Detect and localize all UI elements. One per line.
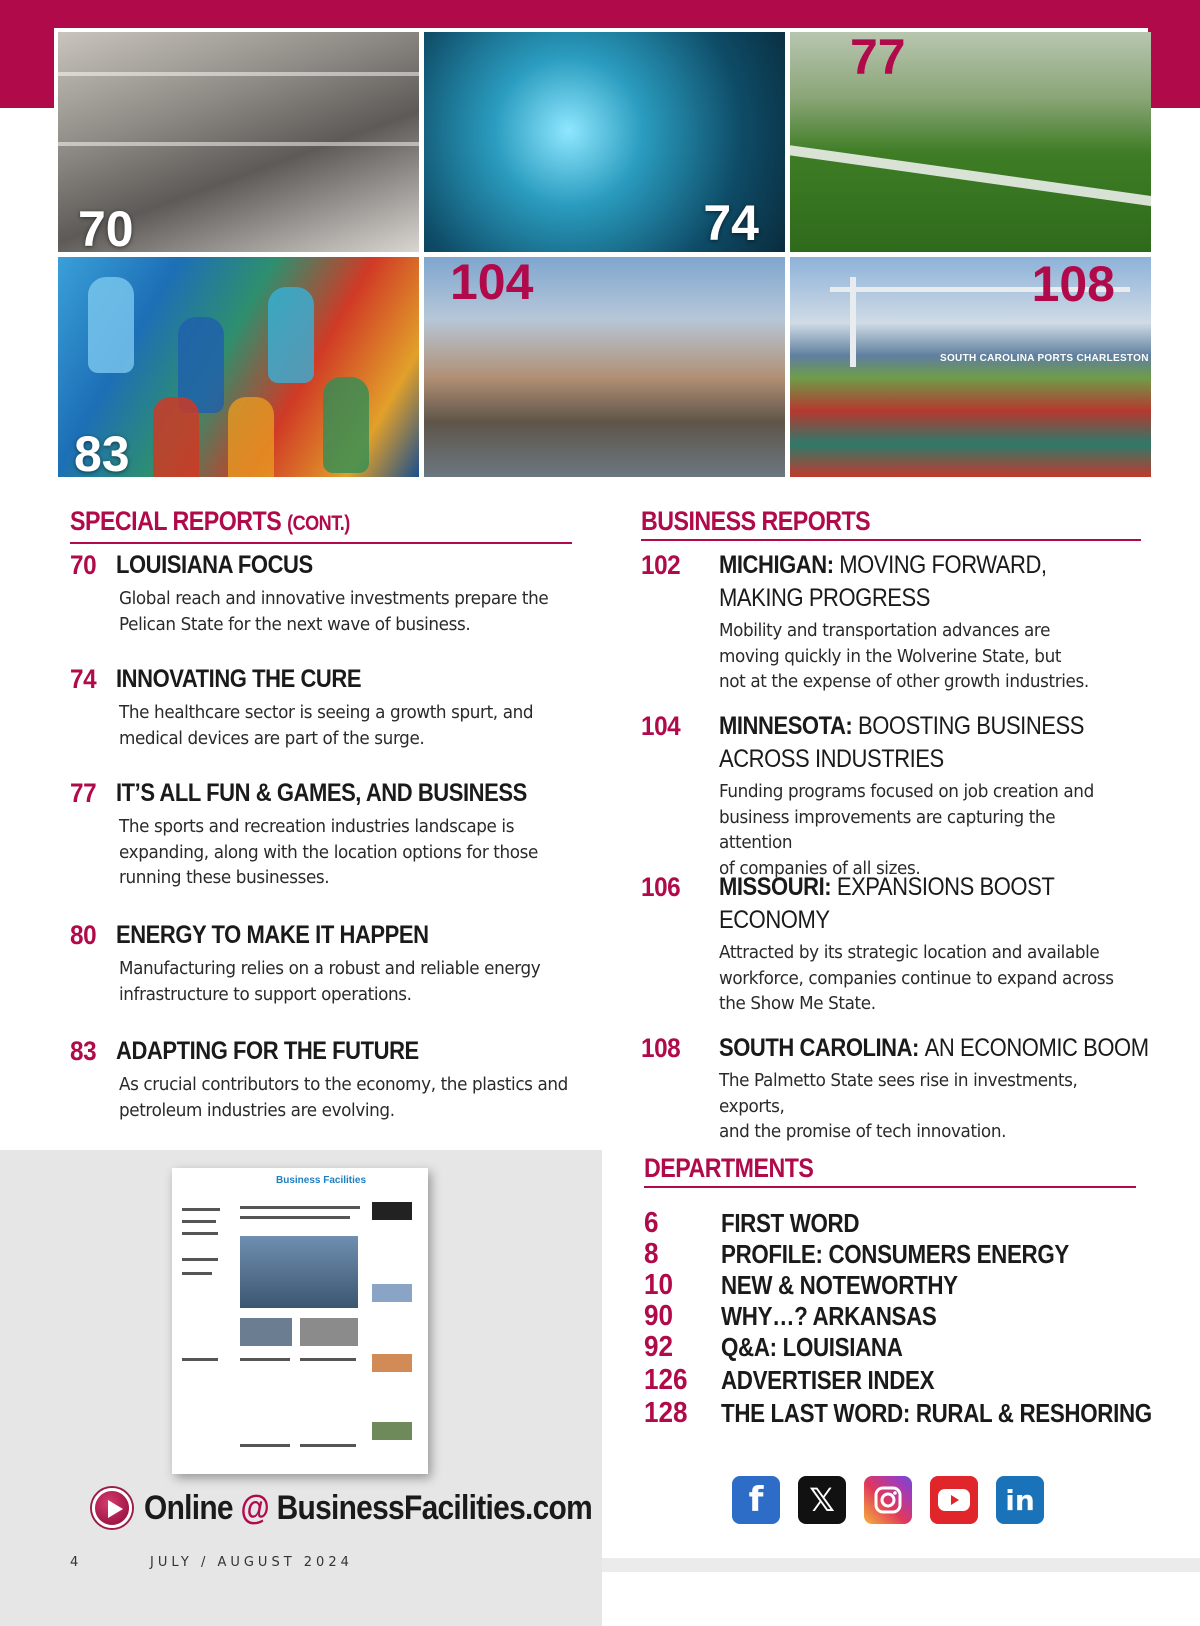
- linkedin-icon[interactable]: in: [996, 1476, 1044, 1524]
- department-page: 128: [644, 1397, 688, 1429]
- mockup-photo: [240, 1318, 292, 1346]
- online-site-url: BusinessFacilities.com: [276, 1488, 593, 1527]
- mockup-photo: [372, 1422, 412, 1440]
- mockup-text-line: [182, 1272, 212, 1275]
- page-number-text: 108: [641, 1033, 681, 1063]
- section-rule: [644, 1186, 1136, 1188]
- report-subtitle-line2: ACROSS INDUSTRIES: [719, 745, 944, 773]
- report-subtitle: BOOSTING BUSINESS: [857, 712, 1085, 740]
- social-links: [732, 1476, 1044, 1524]
- description-line: moving quickly in the Wolverine State, but: [719, 646, 1062, 667]
- bottle-decor: [153, 397, 199, 477]
- page-number: 74: [70, 664, 97, 694]
- page-number-text: 104: [641, 711, 681, 741]
- description-line: and the promise of tech innovation.: [719, 1122, 1007, 1142]
- page-number: 80: [70, 920, 97, 950]
- description-line: Manufacturing relies on a robust and reliable energy: [119, 959, 541, 979]
- mockup-text-line: [182, 1232, 218, 1235]
- photo-city-skyline[interactable]: [424, 257, 785, 477]
- report-title: [719, 710, 1084, 776]
- facebook-icon[interactable]: f: [732, 1476, 780, 1524]
- report-description: [119, 815, 589, 892]
- report-description: [119, 957, 589, 1008]
- department-label: THE LAST WORD: RURAL & RESHORING: [721, 1398, 1152, 1428]
- photo-port-containers[interactable]: [790, 257, 1151, 477]
- report-state: MISSOURI:: [719, 873, 832, 901]
- department-page: 10: [644, 1269, 674, 1301]
- department-item[interactable]: [644, 1208, 1124, 1239]
- department-item[interactable]: [644, 1365, 1124, 1396]
- special-report-item[interactable]: [70, 549, 549, 635]
- shelf-decor: [58, 142, 419, 146]
- department-label: Q&A: LOUISIANA: [721, 1332, 903, 1362]
- bottle-decor: [268, 287, 314, 383]
- footer-strip: [602, 1558, 1200, 1572]
- website-mockup-image[interactable]: [172, 1168, 428, 1474]
- description-line: As crucial contributors to the economy, the plastics and: [119, 1075, 568, 1095]
- description-line: running these businesses.: [119, 868, 330, 888]
- bottle-decor: [88, 277, 134, 373]
- report-description: [719, 941, 1149, 1018]
- description-line: Pelican State for the next wave of business.: [119, 614, 471, 635]
- special-reports-section: [70, 505, 572, 1121]
- special-report-item[interactable]: [70, 1035, 568, 1121]
- cover-photo-grid: [54, 28, 1148, 478]
- report-state: MICHIGAN:: [719, 551, 834, 579]
- report-subtitle: AN ECONOMIC BOOM: [924, 1034, 1149, 1062]
- department-page: 126: [644, 1364, 688, 1396]
- department-item[interactable]: [644, 1270, 1124, 1301]
- special-report-item[interactable]: [70, 777, 583, 888]
- report-description: [119, 701, 589, 752]
- photo-page-number: 108: [1031, 257, 1115, 312]
- department-label: FIRST WORD: [721, 1208, 860, 1238]
- photo-page-number: 83: [74, 426, 130, 477]
- report-state: SOUTH CAROLINA:: [719, 1034, 919, 1062]
- department-page: 92: [644, 1331, 674, 1363]
- mockup-photo: [372, 1354, 412, 1372]
- port-sign: SOUTH CAROLINA PORTS CHARLESTON: [940, 353, 1149, 364]
- report-subtitle-line2: MAKING PROGRESS: [719, 584, 930, 612]
- mockup-text-line: [182, 1220, 216, 1223]
- page-number-text: 102: [641, 550, 681, 580]
- department-label: WHY…? ARKANSAS: [721, 1301, 937, 1331]
- mockup-photo: [372, 1202, 412, 1220]
- description-line: medical devices are part of the surge.: [119, 728, 425, 749]
- description-line: workforce, companies continue to expand across: [719, 968, 1114, 989]
- mockup-text-line: [240, 1206, 360, 1209]
- photo-plastic-bottles[interactable]: [58, 257, 419, 477]
- description-line: petroleum industries are evolving.: [119, 1100, 395, 1121]
- mockup-photo: [240, 1236, 358, 1308]
- departments-section: [644, 1152, 1152, 1429]
- mockup-photo: [300, 1318, 358, 1346]
- page-number: 77: [70, 778, 97, 808]
- department-item[interactable]: [644, 1332, 1124, 1363]
- business-reports-section: [641, 505, 1149, 1142]
- description-line: The Palmetto State sees rise in investments, exports,: [719, 1071, 1078, 1117]
- page-number-folio: 4: [70, 1555, 83, 1570]
- online-at-sign: @: [240, 1488, 269, 1527]
- photo-page-number: 77: [850, 32, 906, 85]
- photo-page-number: 74: [703, 195, 759, 251]
- mockup-text-line: [240, 1216, 350, 1219]
- description-line: Funding programs focused on job creation and: [719, 782, 1094, 802]
- report-title: INNOVATING THE CURE: [116, 665, 362, 693]
- department-label: ADVERTISER INDEX: [721, 1365, 935, 1395]
- instagram-icon[interactable]: [864, 1476, 912, 1524]
- department-item[interactable]: [644, 1239, 1124, 1270]
- report-title: ENERGY TO MAKE IT HAPPEN: [116, 921, 429, 949]
- special-reports-suffix: (CONT.): [287, 512, 350, 535]
- description-line: expanding, along with the location options for those: [119, 842, 538, 863]
- report-title: [719, 871, 1054, 937]
- description-line: not at the expense of other growth industries.: [719, 672, 1089, 692]
- mockup-text-line: [182, 1208, 220, 1211]
- photo-page-number: 104: [450, 257, 534, 310]
- report-title: ADAPTING FOR THE FUTURE: [116, 1037, 419, 1065]
- description-line: infrastructure to support operations.: [119, 984, 412, 1005]
- report-description: [119, 1073, 589, 1124]
- photo-lab-researcher[interactable]: [58, 32, 419, 252]
- special-reports-heading: [70, 505, 502, 540]
- department-item[interactable]: [644, 1301, 1124, 1332]
- bottle-decor: [323, 377, 369, 473]
- department-label: PROFILE: CONSUMERS ENERGY: [721, 1239, 1069, 1269]
- report-description: [719, 780, 1149, 882]
- report-description: [119, 587, 589, 638]
- mockup-text-line: [182, 1358, 218, 1361]
- description-line: Attracted by its strategic location and available: [719, 943, 1100, 963]
- description-line: Global reach and innovative investments prepare the: [119, 589, 549, 609]
- description-line: of companies of all sizes.: [719, 858, 921, 879]
- departments-title: DEPARTMENTS: [644, 1153, 814, 1183]
- mockup-text-line: [240, 1358, 290, 1361]
- special-report-item[interactable]: [70, 663, 534, 749]
- report-subtitle-line2: ECONOMY: [719, 906, 830, 934]
- description-line: The healthcare sector is seeing a growth spurt, and: [119, 703, 534, 723]
- report-state: MINNESOTA:: [719, 712, 853, 740]
- mockup-text-line: [300, 1358, 356, 1361]
- mockup-photo: [372, 1284, 412, 1302]
- page-number: 70: [70, 550, 97, 580]
- special-reports-title: SPECIAL REPORTS: [70, 506, 282, 536]
- photo-page-number: 70: [78, 201, 134, 252]
- photo-medical-tech[interactable]: [424, 32, 785, 252]
- report-title: [719, 549, 1047, 615]
- online-link-text[interactable]: [144, 1489, 592, 1528]
- instagram-glyph: [872, 1484, 904, 1516]
- section-rule: [641, 539, 1141, 541]
- department-item[interactable]: [644, 1397, 1152, 1429]
- mockup-text-line: [182, 1258, 218, 1261]
- field-line-decor: [790, 143, 1151, 211]
- online-prefix: Online: [144, 1488, 233, 1527]
- report-title: IT’S ALL FUN & GAMES, AND BUSINESS: [116, 779, 527, 807]
- description-line: the Show Me State.: [719, 994, 876, 1014]
- description-line: Mobility and transportation advances are: [719, 621, 1051, 641]
- report-subtitle: MOVING FORWARD,: [839, 551, 1047, 579]
- shelf-decor: [58, 72, 419, 76]
- report-title: LOUISIANA FOCUS: [116, 551, 313, 579]
- report-title: [719, 1032, 1149, 1065]
- mockup-logo: Business Facilities: [276, 1175, 367, 1186]
- page-number: 83: [70, 1036, 97, 1066]
- x-icon[interactable]: 𝕏: [798, 1476, 846, 1524]
- mockup-text-line: [300, 1444, 356, 1447]
- report-description: [719, 619, 1149, 696]
- youtube-icon[interactable]: [930, 1476, 978, 1524]
- photo-sports-field[interactable]: [790, 32, 1151, 252]
- bottle-decor: [228, 397, 274, 477]
- description-line: The sports and recreation industries landscape is: [119, 817, 515, 837]
- page-number-text: 106: [641, 872, 681, 902]
- report-subtitle: EXPANSIONS BOOST: [836, 873, 1055, 901]
- online-link[interactable]: [92, 1488, 653, 1528]
- report-description: [719, 1069, 1149, 1146]
- issue-date-folio: JULY / AUGUST 2024: [150, 1555, 353, 1570]
- department-page: 6: [644, 1207, 659, 1239]
- department-label: NEW & NOTEWORTHY: [721, 1270, 958, 1300]
- business-reports-title: BUSINESS REPORTS: [641, 506, 871, 536]
- youtube-glyph: [937, 1487, 971, 1513]
- mockup-text-line: [240, 1444, 290, 1447]
- special-report-item[interactable]: [70, 919, 541, 1005]
- section-rule: [70, 542, 572, 544]
- description-line: business improvements are capturing the attention: [719, 807, 1056, 853]
- play-icon[interactable]: [92, 1488, 132, 1528]
- department-page: 8: [644, 1238, 659, 1270]
- department-page: 90: [644, 1300, 674, 1332]
